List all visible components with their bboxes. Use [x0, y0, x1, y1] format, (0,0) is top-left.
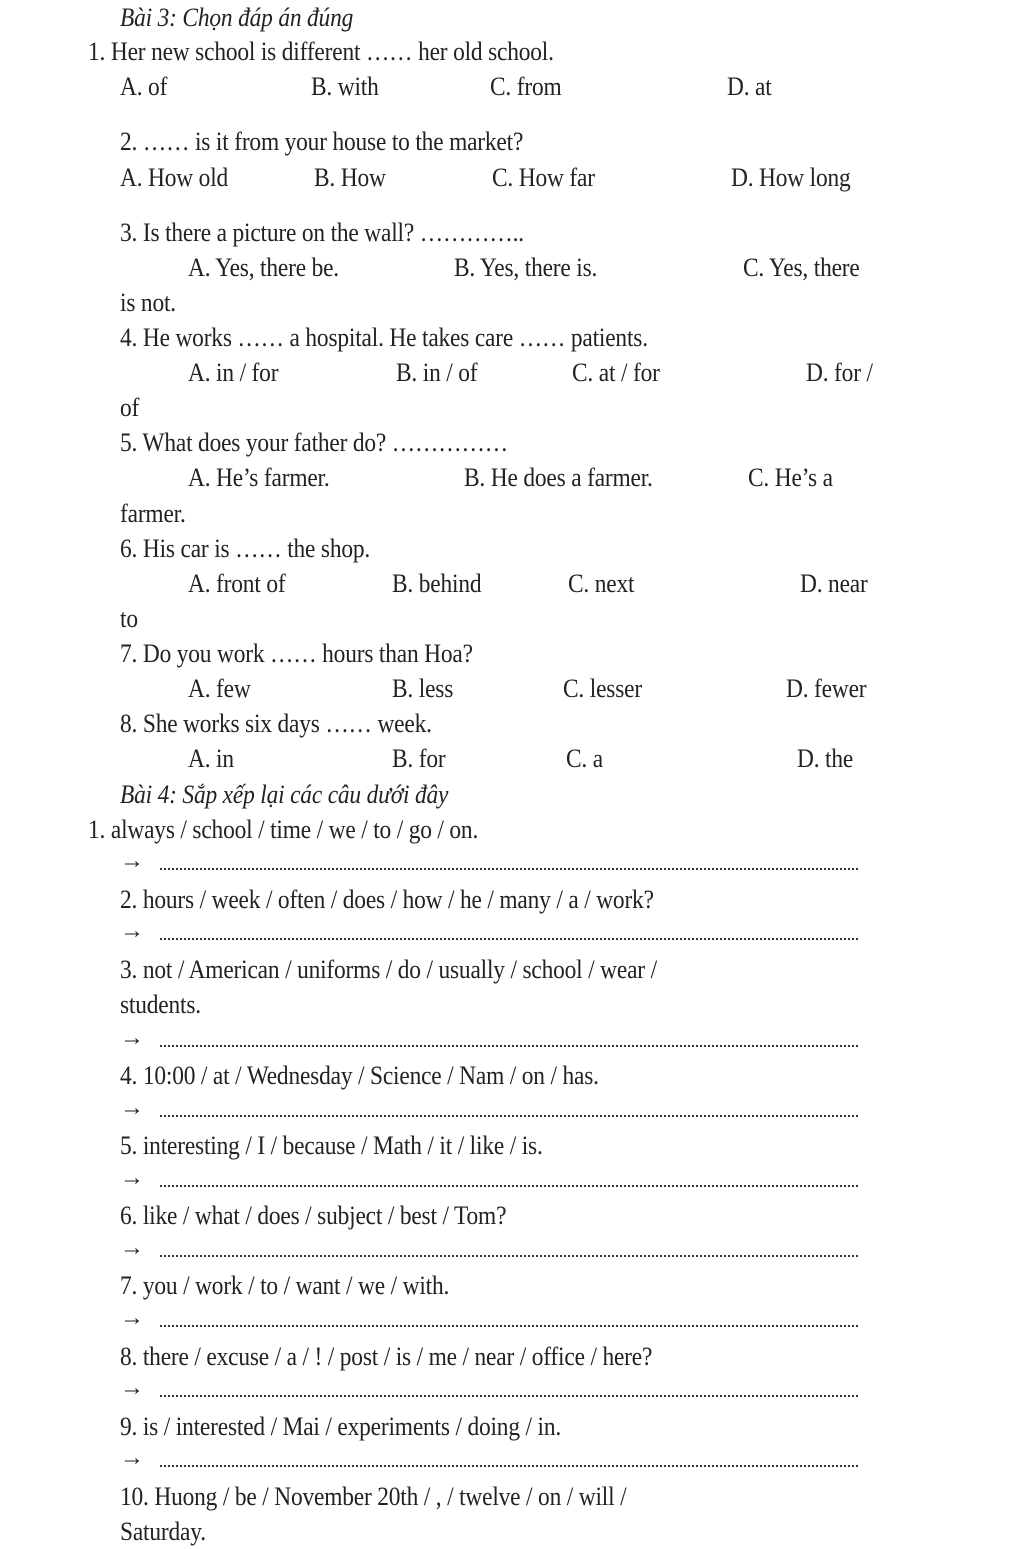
option-a: A. Yes, there be.: [188, 253, 339, 282]
question-stem: 8. She works six days …… week.: [120, 709, 432, 738]
arrow-right-icon: →: [120, 1305, 144, 1331]
question-3-options: [0, 250, 1024, 285]
arrow-right-icon: →: [120, 1235, 144, 1261]
question-6-options: [0, 566, 1024, 601]
reorder-prompt: 1. always / school / time / we / to / go / on.: [88, 815, 479, 844]
question-1-stem: [88, 34, 606, 69]
option-continuation: farmer.: [120, 499, 186, 528]
arrow-right-icon: →: [120, 1445, 144, 1471]
question-stem: 1. Her new school is different …… her old school.: [88, 37, 554, 66]
exercise-4-heading: [120, 777, 485, 812]
reorder-item-3-wrap: [120, 987, 210, 1022]
option-d: D. fewer: [786, 674, 867, 703]
option-a: A. front of: [188, 569, 286, 598]
dotted-answer-blank[interactable]: [160, 1255, 858, 1257]
reorder-item-10-wrap: [120, 1514, 215, 1549]
question-3-wrap: [120, 285, 182, 320]
dotted-answer-blank[interactable]: [160, 1395, 858, 1397]
option-c: C. How far: [492, 163, 595, 192]
exercise-4-heading-text: Bài 4: Sắp xếp lại các câu dưới đây: [120, 780, 449, 809]
question-8-stem: [120, 706, 466, 741]
dotted-answer-blank[interactable]: [160, 1115, 858, 1117]
option-continuation: to: [120, 604, 138, 633]
option-b: B. behind: [392, 569, 482, 598]
option-b: B. less: [392, 674, 454, 703]
reorder-item-7: [120, 1268, 486, 1303]
answer-line-6[interactable]: [0, 1233, 1024, 1268]
arrow-right-icon: →: [120, 918, 144, 944]
exercise-3-heading: [120, 0, 379, 35]
dotted-answer-blank[interactable]: [160, 1465, 858, 1467]
option-d: D. the: [797, 744, 854, 773]
question-stem: 7. Do you work …… hours than Hoa?: [120, 639, 473, 668]
question-stem: 4. He works …… a hospital. He takes care …… patients.: [120, 323, 648, 352]
question-stem: 5. What does your father do? ……………: [120, 428, 508, 457]
option-c: C. next: [568, 569, 635, 598]
dotted-answer-blank[interactable]: [160, 1185, 858, 1187]
arrow-right-icon: →: [120, 1165, 144, 1191]
question-6-wrap: [120, 601, 140, 636]
answer-line-8[interactable]: [0, 1373, 1024, 1408]
question-1-options: [0, 69, 1024, 104]
option-c: C. Yes, there: [743, 253, 860, 282]
option-d: D. for /: [806, 358, 873, 387]
question-stem: 6. His car is …… the shop.: [120, 534, 371, 563]
option-continuation: of: [120, 393, 140, 422]
reorder-prompt: 7. you / work / to / want / we / with.: [120, 1271, 450, 1300]
option-c: C. He’s a: [748, 463, 833, 492]
question-5-wrap: [120, 496, 193, 531]
question-5-stem: [120, 425, 551, 460]
reorder-item-4: [120, 1058, 652, 1093]
question-4-stem: [120, 320, 707, 355]
arrow-right-icon: →: [120, 1375, 144, 1401]
option-a: A. few: [188, 674, 251, 703]
reorder-item-2: [120, 882, 713, 917]
reorder-prompt: 9. is / interested / Mai / experiments / doing / in.: [120, 1412, 562, 1441]
question-5-options: [0, 460, 1024, 495]
option-a: A. How old: [120, 163, 229, 192]
question-4-wrap: [120, 390, 141, 425]
option-b: B. Yes, there is.: [454, 253, 598, 282]
reorder-item-3: [120, 952, 717, 987]
option-a: A. of: [120, 72, 168, 101]
reorder-item-5: [120, 1128, 590, 1163]
question-3-stem: [120, 215, 569, 250]
answer-line-5[interactable]: [0, 1163, 1024, 1198]
option-c: C. a: [566, 744, 603, 773]
question-6-stem: [120, 531, 398, 566]
question-8-options: [0, 741, 1024, 776]
answer-line-7[interactable]: [0, 1303, 1024, 1338]
question-stem: 2. …… is it from your house to the market?: [120, 127, 524, 156]
option-c: C. from: [490, 72, 562, 101]
reorder-prompt: 4. 10:00 / at / Wednesday / Science / Nam / on / has.: [120, 1061, 599, 1090]
answer-line-3[interactable]: [0, 1023, 1024, 1058]
reorder-item-1: [88, 812, 521, 847]
question-stem: 3. Is there a picture on the wall? …………..: [120, 218, 524, 247]
dotted-answer-blank[interactable]: [160, 868, 858, 870]
reorder-prompt-continuation: Saturday.: [120, 1517, 206, 1546]
reorder-prompt: 5. interesting / I / because / Math / it / like / is.: [120, 1131, 543, 1160]
option-a: A. in / for: [188, 358, 279, 387]
option-d: D. near: [800, 569, 868, 598]
dotted-answer-blank[interactable]: [160, 1325, 858, 1327]
question-4-options: [0, 355, 1024, 390]
answer-line-2[interactable]: [0, 916, 1024, 951]
option-a: A. He’s farmer.: [188, 463, 330, 492]
reorder-item-10: [120, 1479, 683, 1514]
arrow-right-icon: →: [120, 848, 144, 874]
option-b: B. He does a farmer.: [464, 463, 653, 492]
reorder-prompt-continuation: students.: [120, 990, 201, 1019]
reorder-item-9: [120, 1409, 610, 1444]
question-7-options: [0, 671, 1024, 706]
reorder-prompt: 10. Huong / be / November 20th / , / twelve / on / will /: [120, 1482, 627, 1511]
option-a: A. in: [188, 744, 234, 773]
answer-line-1[interactable]: [0, 846, 1024, 881]
exercise-3-heading-text: Bài 3: Chọn đáp án đúng: [120, 3, 354, 32]
question-2-stem: [120, 124, 568, 159]
answer-line-9[interactable]: [0, 1443, 1024, 1478]
option-b: B. for: [392, 744, 446, 773]
arrow-right-icon: →: [120, 1095, 144, 1121]
option-b: B. How: [314, 163, 386, 192]
arrow-right-icon: →: [120, 1025, 144, 1051]
reorder-prompt: 2. hours / week / often / does / how / he / many / a / work?: [120, 885, 654, 914]
reorder-item-6: [120, 1198, 549, 1233]
option-c: C. at / for: [572, 358, 660, 387]
reorder-prompt: 6. like / what / does / subject / best / Tom?: [120, 1201, 507, 1230]
reorder-prompt: 3. not / American / uniforms / do / usually / school / wear /: [120, 955, 657, 984]
option-b: B. with: [311, 72, 379, 101]
option-continuation: is not.: [120, 288, 176, 317]
question-2-options: [0, 160, 1024, 195]
option-d: D. How long: [731, 163, 851, 192]
reorder-item-8: [120, 1339, 711, 1374]
dotted-answer-blank[interactable]: [160, 938, 858, 940]
dotted-answer-blank[interactable]: [160, 1045, 858, 1047]
option-c: C. lesser: [563, 674, 642, 703]
reorder-prompt: 8. there / excuse / a / ! / post / is / me / near / office / here?: [120, 1342, 653, 1371]
option-d: D. at: [727, 72, 772, 101]
option-b: B. in / of: [396, 358, 478, 387]
answer-line-4[interactable]: [0, 1093, 1024, 1128]
question-7-stem: [120, 636, 512, 671]
